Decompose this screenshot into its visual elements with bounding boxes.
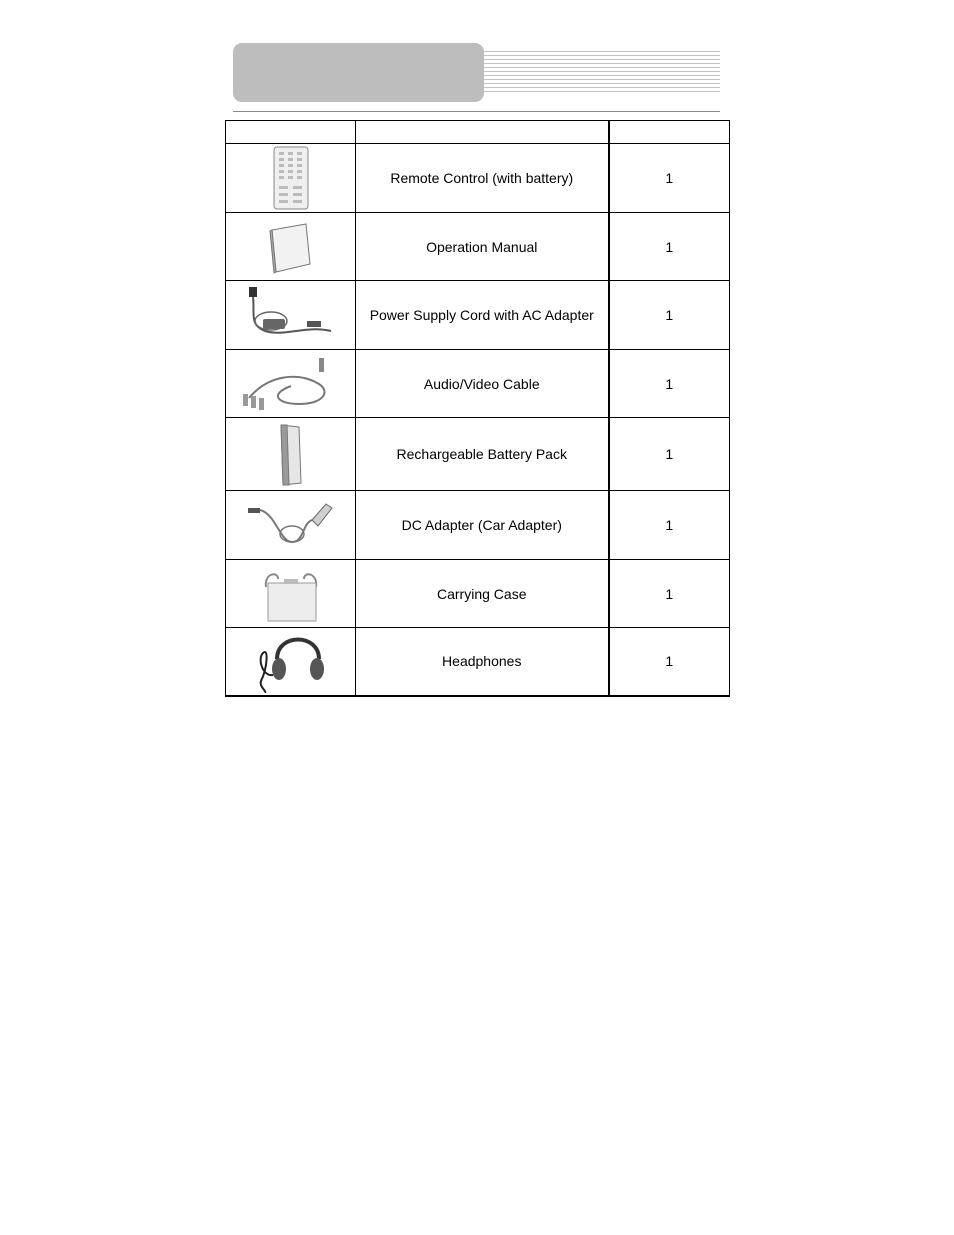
figure-cell xyxy=(226,418,356,491)
item-quantity: 1 xyxy=(609,560,730,628)
table-header-row xyxy=(226,121,730,144)
battery-pack-icon xyxy=(271,421,311,487)
item-quantity: 1 xyxy=(609,144,730,213)
header-figure xyxy=(226,121,356,144)
figure-cell xyxy=(226,491,356,560)
table-row xyxy=(226,213,730,281)
accessories-table xyxy=(225,120,730,697)
car-adapter-icon xyxy=(246,498,336,552)
item-name: Headphones xyxy=(356,628,609,696)
table-row xyxy=(226,628,730,696)
table-row xyxy=(226,491,730,560)
item-name: Power Supply Cord with AC Adapter xyxy=(356,281,609,350)
figure-cell xyxy=(226,560,356,628)
header-item xyxy=(356,121,609,144)
item-quantity: 1 xyxy=(609,213,730,281)
header-quantity xyxy=(609,121,730,144)
item-quantity: 1 xyxy=(609,628,730,696)
carrying-case-icon xyxy=(256,565,326,623)
figure-cell xyxy=(226,628,356,696)
item-quantity: 1 xyxy=(609,281,730,350)
figure-cell xyxy=(226,350,356,418)
figure-cell xyxy=(226,144,356,213)
item-name: Operation Manual xyxy=(356,213,609,281)
header-rule xyxy=(233,111,720,112)
figure-cell xyxy=(226,281,356,350)
item-quantity: 1 xyxy=(609,350,730,418)
item-name: Carrying Case xyxy=(356,560,609,628)
item-name: Audio/Video Cable xyxy=(356,350,609,418)
remote-control-icon xyxy=(271,146,311,210)
figure-cell xyxy=(226,213,356,281)
table-row xyxy=(226,418,730,491)
item-name: Remote Control (with battery) xyxy=(356,144,609,213)
headphones-icon xyxy=(253,629,329,693)
item-name: DC Adapter (Car Adapter) xyxy=(356,491,609,560)
header-tab xyxy=(233,43,484,102)
item-quantity: 1 xyxy=(609,418,730,491)
item-quantity: 1 xyxy=(609,491,730,560)
table-row xyxy=(226,281,730,350)
item-name: Rechargeable Battery Pack xyxy=(356,418,609,491)
av-cable-icon xyxy=(239,354,343,414)
table-row xyxy=(226,144,730,213)
header-stripes xyxy=(484,51,720,95)
table-row xyxy=(226,350,730,418)
manual-booklet-icon xyxy=(266,220,316,274)
power-cord-adapter-icon xyxy=(245,285,337,345)
table-row xyxy=(226,560,730,628)
